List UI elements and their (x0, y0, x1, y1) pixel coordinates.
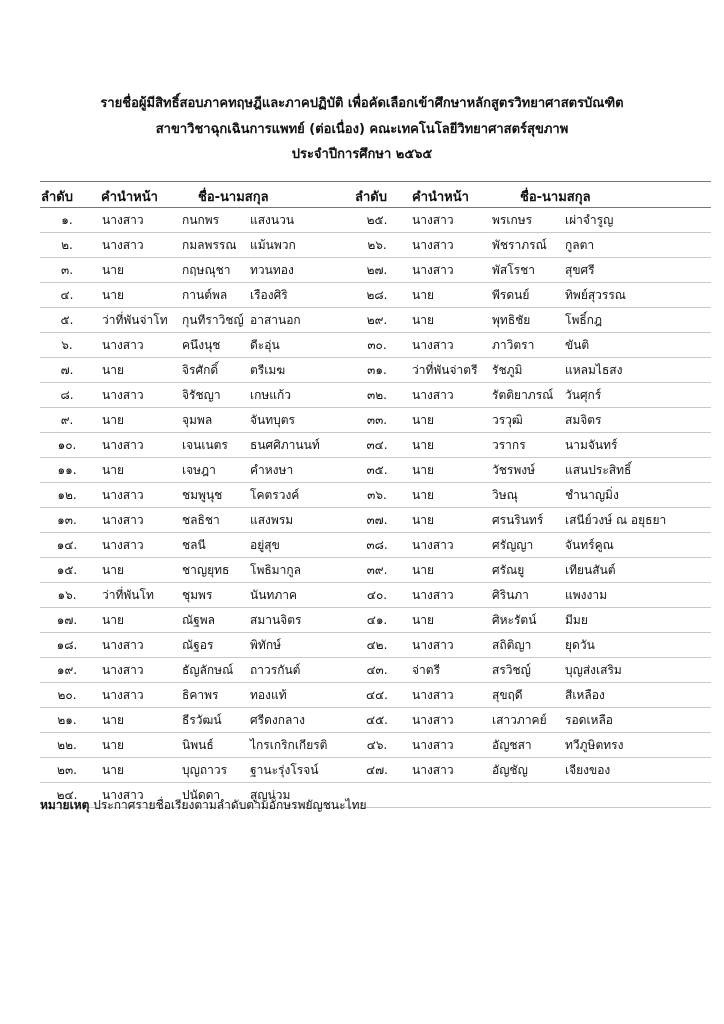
left-prefix-cell: นางสาว (102, 213, 144, 227)
left-first-cell: ธีรวัฒน์ (182, 713, 222, 727)
left-first-cell: จุมพล (182, 413, 213, 427)
left-first-cell: จิรศักดิ์ (182, 363, 219, 377)
left-last-cell: แสงนวน (250, 213, 295, 227)
footnote-label: หมายเหตุ (40, 798, 90, 812)
left-last-cell: โพธิมากูล (250, 563, 301, 577)
left-last-cell: แม้นพวก (250, 238, 296, 252)
right-last-cell: ยุดวัน (565, 638, 595, 652)
left-first-cell: ธิคาพร (182, 688, 219, 702)
right-no-cell: ๔๒. (366, 638, 388, 652)
document-title-line-3: ประจำปีการศึกษา ๒๕๖๕ (291, 147, 433, 162)
right-last-cell: เสนีย์วงษ์ ณ อยุธยา (565, 513, 667, 527)
right-last-cell: เทียนสันต์ (565, 563, 616, 577)
left-first-cell: ปนัดดา (182, 788, 221, 802)
left-first-cell: กนกพร (182, 213, 220, 227)
right-last-cell: ทิพย์สุวรรณ (565, 288, 626, 302)
right-no-cell: ๒๗. (366, 263, 388, 277)
right-no-cell: ๓๙. (366, 563, 388, 577)
left-no-cell: ๑๖. (57, 588, 77, 602)
right-last-cell: นามจันทร์ (565, 438, 618, 452)
left-first-cell: บุญถาวร (182, 763, 228, 777)
left-last-cell: ทองแท้ (250, 688, 287, 702)
right-first-cell: รัตติยาภรณ์ (492, 388, 554, 402)
right-no-cell: ๔๗. (366, 763, 388, 777)
left-first-cell: กมลพรรณ (182, 238, 237, 252)
left-first-cell: กานต์พล (182, 288, 228, 302)
left-prefix-cell: นาย (102, 413, 124, 427)
header-name-right: ชื่อ-นามสกุล (520, 190, 591, 205)
right-last-cell: จันทร์คูณ (565, 538, 614, 552)
left-last-cell: ไกรเกริกเกียรติ (250, 738, 328, 752)
right-last-cell: บุญส่งเสริม (565, 663, 622, 677)
right-no-cell: ๓๑. (367, 363, 387, 377)
left-prefix-cell: นาย (102, 713, 124, 727)
right-last-cell: ขันติ (565, 338, 590, 352)
left-last-cell: ทวนทอง (250, 263, 294, 277)
right-first-cell: พัชราภรณ์ (492, 238, 547, 252)
left-prefix-cell: ว่าที่พันจ่าโท (102, 313, 168, 327)
right-prefix-cell: นางสาว (412, 538, 454, 552)
left-no-cell: ๖. (61, 338, 73, 352)
right-no-cell: ๔๐. (366, 588, 388, 602)
left-no-cell: ๙. (60, 413, 74, 427)
left-no-cell: ๑๓. (57, 513, 77, 527)
header-no-right: ลำดับ (355, 190, 387, 205)
table-row (40, 358, 711, 383)
left-first-cell: ณัฐอร (182, 638, 214, 652)
right-last-cell: เผ่าจำรูญ (565, 213, 614, 227)
right-first-cell: อัญชัญ (492, 763, 528, 777)
left-last-cell: ธนศศิภานนท์ (250, 438, 320, 452)
right-no-cell: ๔๓. (366, 663, 388, 677)
right-first-cell: ภาวิตรา (492, 338, 535, 352)
right-first-cell: พัสโรชา (492, 263, 536, 277)
left-first-cell: กฤษณุชา (182, 263, 231, 277)
left-last-cell: พิทักษ์ (250, 638, 281, 652)
right-last-cell: รอดเหลือ (565, 713, 614, 727)
left-prefix-cell: นาย (102, 613, 124, 627)
right-prefix-cell: นาย (412, 488, 434, 502)
left-first-cell: ณัฐพล (182, 613, 216, 627)
right-prefix-cell: นาย (412, 313, 434, 327)
right-first-cell: วิษณุ (492, 488, 518, 502)
left-last-cell: ฐานะรุ่งโรจน์ (250, 763, 319, 777)
header-no-left: ลำดับ (41, 190, 73, 205)
left-first-cell: คนึงนุช (182, 338, 221, 352)
left-first-cell: ชลธิชา (182, 513, 220, 527)
left-last-cell: สูญน่วม (250, 788, 291, 802)
left-prefix-cell: นาย (102, 738, 124, 752)
right-first-cell: สุขฤดี (492, 688, 523, 702)
right-prefix-cell: นางสาว (412, 338, 454, 352)
right-no-cell: ๓๕. (366, 463, 388, 477)
right-last-cell: วันศุกร์ (565, 388, 602, 402)
left-last-cell: ถาวรกันต์ (250, 663, 301, 677)
footnote (40, 796, 367, 815)
right-first-cell: วัชรพงษ์ (492, 463, 536, 477)
table-row (40, 533, 711, 558)
right-first-cell: รัชภูมิ (492, 363, 523, 377)
left-no-cell: ๑๗. (56, 613, 78, 627)
left-first-cell: ชลนี (182, 538, 206, 552)
left-no-cell: ๑๐. (57, 438, 77, 452)
right-last-cell: ชำนาญมิ่ง (565, 488, 619, 502)
left-prefix-cell: นางสาว (102, 788, 144, 802)
table-row (40, 758, 711, 783)
left-first-cell: ชุมพร (182, 588, 213, 602)
table-row (40, 558, 711, 583)
right-no-cell: ๔๕. (366, 713, 388, 727)
left-no-cell: ๑๒. (57, 488, 77, 502)
left-last-cell: ตรีเมฆ (250, 363, 286, 377)
right-prefix-cell: นางสาว (412, 738, 454, 752)
right-prefix-cell: นาย (412, 613, 434, 627)
right-no-cell: ๒๙. (366, 313, 388, 327)
right-prefix-cell: นาย (412, 513, 434, 527)
right-first-cell: วรากร (492, 438, 526, 452)
right-first-cell: ศรัญญา (492, 538, 534, 552)
right-prefix-cell: นางสาว (412, 763, 454, 777)
left-no-cell: ๑๑. (57, 463, 77, 477)
left-prefix-cell: นางสาว (102, 488, 144, 502)
table-row (40, 508, 711, 533)
document-title-line-1: รายชื่อผู้มีสิทธิ์สอบภาคทฤษฎีและภาคปฏิบัติ เพื่อคัดเลือกเข้าศึกษาหลักสูตรวิทยาศาสตรบัณฑิต (100, 96, 624, 111)
left-last-cell: นันทภาค (250, 588, 297, 602)
header-prefix-right: คำนำหน้า (412, 190, 469, 205)
right-prefix-cell: นางสาว (412, 638, 454, 652)
right-last-cell: ทวีภูษิตทรง (565, 738, 624, 752)
left-no-cell: ๒๓. (57, 763, 77, 777)
table-row (40, 208, 711, 233)
table-row (40, 433, 711, 458)
left-first-cell: ชาญยุทธ (182, 563, 230, 577)
table-row (40, 658, 711, 683)
left-no-cell: ๘. (60, 388, 74, 402)
table-row (40, 258, 711, 283)
right-prefix-cell: นาย (412, 438, 434, 452)
left-last-cell: เรืองศิริ (250, 288, 288, 302)
left-no-cell: ๓. (60, 263, 74, 277)
left-no-cell: ๑๔. (56, 538, 78, 552)
left-first-cell: เจนเนตร (182, 438, 228, 452)
right-first-cell: ศรนรินทร์ (492, 513, 544, 527)
right-prefix-cell: นางสาว (412, 588, 454, 602)
left-last-cell: ดีะอุ่น (250, 338, 280, 352)
left-first-cell: เจษฎา (182, 463, 216, 477)
right-prefix-cell: นาย (412, 288, 434, 302)
left-prefix-cell: นางสาว (102, 513, 144, 527)
right-prefix-cell: นางสาว (412, 688, 454, 702)
left-no-cell: ๗. (60, 363, 74, 377)
right-no-cell: ๒๖. (367, 238, 387, 252)
right-prefix-cell: นาย (412, 413, 434, 427)
right-first-cell: พีรดนย์ (492, 288, 530, 302)
right-first-cell: พุทธิชัย (492, 313, 531, 327)
left-first-cell: จิรัชญา (182, 388, 221, 402)
table-row (40, 708, 711, 733)
right-first-cell: อัญชสา (492, 738, 532, 752)
left-first-cell: กุนทีราวิชญ์ (182, 313, 244, 327)
left-prefix-cell: นางสาว (102, 388, 144, 402)
left-prefix-cell: นาย (102, 463, 124, 477)
right-prefix-cell: นางสาว (412, 713, 454, 727)
left-last-cell: แสงพรม (250, 513, 294, 527)
header-name-left: ชื่อ-นามสกุล (198, 190, 269, 205)
right-last-cell: โพธิ์กฎ (565, 313, 603, 327)
left-prefix-cell: นางสาว (102, 238, 144, 252)
table-row (40, 733, 711, 758)
right-no-cell: ๒๕. (366, 213, 388, 227)
header-prefix-left: คำนำหน้า (101, 190, 158, 205)
right-prefix-cell: นางสาว (412, 388, 454, 402)
right-no-cell: ๒๘. (366, 288, 388, 302)
right-first-cell: ศรัณยู (492, 563, 525, 577)
table-row (40, 683, 711, 708)
left-prefix-cell: นางสาว (102, 688, 144, 702)
right-no-cell: ๓๓. (366, 413, 388, 427)
right-last-cell: สมจิตร (565, 413, 602, 427)
right-last-cell: สีเหลือง (565, 688, 605, 702)
right-no-cell: ๓๗. (366, 513, 388, 527)
right-first-cell: สรวิชญ์ (492, 663, 531, 677)
left-no-cell: ๕. (60, 313, 74, 327)
left-no-cell: ๔. (60, 288, 74, 302)
table-top-rule (40, 181, 711, 182)
table-row (40, 383, 711, 408)
left-no-cell: ๒๐. (57, 688, 77, 702)
right-prefix-cell: นางสาว (412, 213, 454, 227)
left-first-cell: นิพนธ์ (182, 738, 214, 752)
right-first-cell: พรเกษร (492, 213, 533, 227)
left-first-cell: ธัญลักษณ์ (182, 663, 234, 677)
right-first-cell: เสาวภาคย์ (492, 713, 547, 727)
left-no-cell: ๒๒. (57, 738, 77, 752)
table-row (40, 333, 711, 358)
table-row (40, 308, 711, 333)
right-prefix-cell: ว่าที่พันจ่าตรี (412, 363, 478, 377)
left-last-cell: คำหงษา (250, 463, 294, 477)
left-prefix-cell: นางสาว (102, 663, 144, 677)
right-prefix-cell: นาย (412, 563, 434, 577)
table-row (40, 283, 711, 308)
left-prefix-cell: นางสาว (102, 338, 144, 352)
left-prefix-cell: นางสาว (102, 638, 144, 652)
right-last-cell: แหลมไธสง (565, 363, 623, 377)
left-prefix-cell: นาย (102, 563, 124, 577)
left-last-cell: อาสานอก (250, 313, 301, 327)
footnote-text: ประกาศรายชื่อเรียงตามลำดับตามอักษรพยัญชนะไทย (93, 798, 367, 812)
left-last-cell: สมานจิตร (250, 613, 302, 627)
right-no-cell: ๓๔. (366, 438, 388, 452)
right-prefix-cell: นางสาว (412, 238, 454, 252)
right-first-cell: วรวุฒิ (492, 413, 523, 427)
table-row (40, 633, 711, 658)
right-last-cell: เจียงของ (565, 763, 611, 777)
right-prefix-cell: จ่าตรี (412, 663, 441, 677)
left-no-cell: ๑๙. (56, 663, 78, 677)
right-last-cell: สุขศรี (565, 263, 595, 277)
right-no-cell: ๓๘. (366, 538, 388, 552)
left-prefix-cell: นาย (102, 263, 124, 277)
left-first-cell: ชมพูนุช (182, 488, 223, 502)
left-prefix-cell: นาย (102, 363, 124, 377)
right-prefix-cell: นาย (412, 463, 434, 477)
right-no-cell: ๔๔. (366, 688, 388, 702)
document-title-line-2: สาขาวิชาฉุกเฉินการแพทย์ (ต่อเนื่อง) คณะเทคโนโลยีวิทยาศาสตร์สุขภาพ (155, 122, 569, 137)
left-last-cell: อยู่สุข (250, 538, 280, 552)
table-row (40, 608, 711, 633)
left-prefix-cell: นางสาว (102, 438, 144, 452)
left-last-cell: จันทบุตร (250, 413, 295, 427)
right-no-cell: ๓๖. (367, 488, 387, 502)
right-no-cell: ๔๑. (366, 613, 388, 627)
right-first-cell: สถิติญา (492, 638, 532, 652)
left-no-cell: ๑. (61, 213, 73, 227)
left-last-cell: เกษแก้ว (250, 388, 292, 402)
left-last-cell: โคตรวงค์ (250, 488, 300, 502)
table-row (40, 233, 711, 258)
left-prefix-cell: ว่าที่พันโท (102, 588, 154, 602)
left-no-cell: ๒๔. (56, 788, 78, 802)
right-first-cell: ศิหะรัตน์ (492, 613, 537, 627)
left-no-cell: ๑๕. (56, 563, 78, 577)
right-last-cell: แสนประสิทธิ์ (565, 463, 632, 477)
right-last-cell: กูลตา (565, 238, 595, 252)
right-prefix-cell: นางสาว (412, 263, 454, 277)
left-prefix-cell: นางสาว (102, 538, 144, 552)
left-no-cell: ๒๑. (57, 713, 77, 727)
left-prefix-cell: นาย (102, 288, 124, 302)
right-no-cell: ๓๐. (367, 338, 387, 352)
left-prefix-cell: นาย (102, 763, 124, 777)
left-last-cell: ศรีดงกลาง (250, 713, 305, 727)
left-no-cell: ๒. (61, 238, 73, 252)
right-no-cell: ๓๒. (367, 388, 387, 402)
table-row (40, 583, 711, 608)
right-first-cell: ศิรินภา (492, 588, 529, 602)
table-row (40, 483, 711, 508)
right-last-cell: มีมย (565, 613, 588, 627)
left-no-cell: ๑๘. (56, 638, 78, 652)
table-row (40, 408, 711, 433)
right-last-cell: แพงงาม (565, 588, 608, 602)
right-no-cell: ๔๖. (366, 738, 388, 752)
table-row (40, 458, 711, 483)
